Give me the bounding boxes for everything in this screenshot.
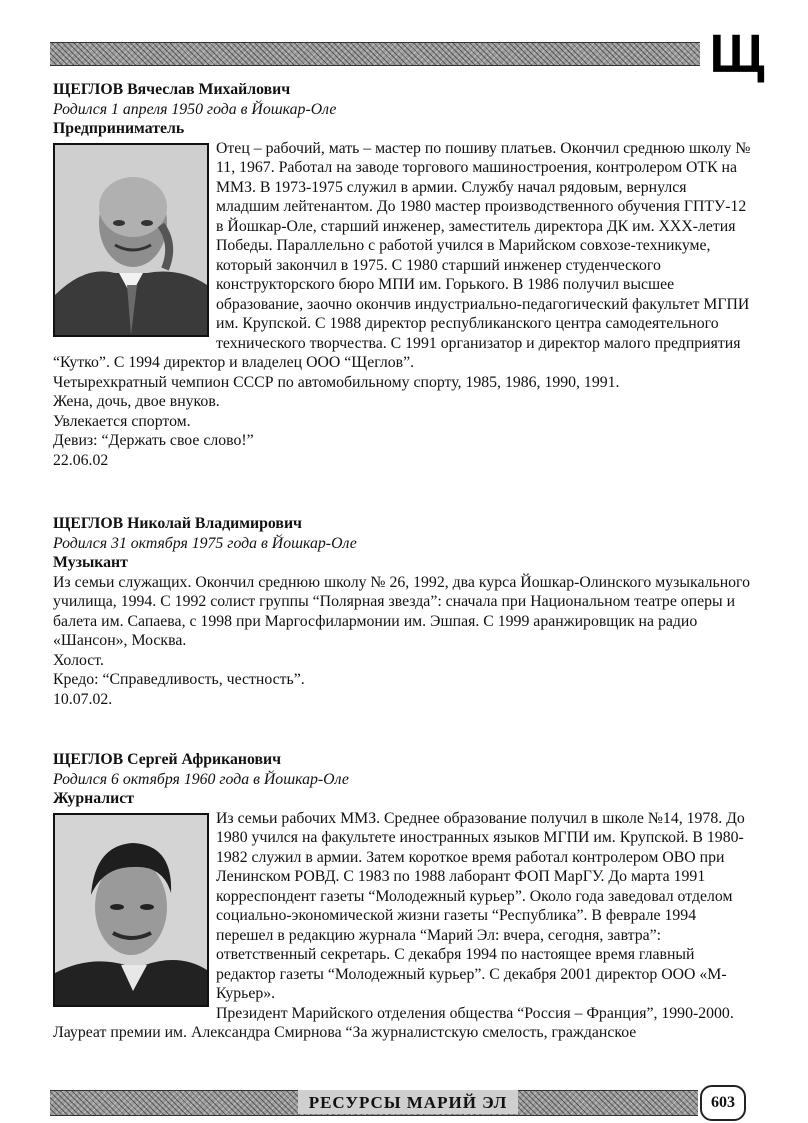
biography-line: Кредо: “Справедливость, честность”. [53,671,305,688]
biography-line: Четырехкратный чемпион СССР по автомобильному спорту, 1985, 1986, 1990, 1991. [53,373,620,391]
portrait-photo [53,813,209,1007]
biography-line: Лауреат премии им. Александра Смирнова “За журналистскую смелость, гражданское [53,1024,637,1041]
biography-text: Из семьи служащих. Окончил среднюю школу № 26, 1992, два курса Йошкар-Олинского музыкального училища, 1994. С 1992 солист группы “Полярная звезда”: сначала при Национальном театре оперы и балета им. Сапаева, с 1998 при Маргосфилармонии им. Эшпая. С 1999 аранжировщик на радио «Шансон», Москва. [53,573,751,649]
profession: Предприниматель [53,120,185,137]
biography-text: Отец – рабочий, мать – мастер по пошиву платьев. Окончил среднюю школу № 11, 1967. Работал на заводе торгового машиностроения, контролером ОТК на ММЗ. В 1973-1975 служил в армии. Службу начал рядовым, вернулся младшим лейтенантом. До 1980 мастер производственного обучения ГПТУ-12 в Йошкар-Оле, старший инженер, заместитель директора ДК им. XXX-летия Победы. Параллельно с работой учился в Марийском совхозе-техникуме, который закончил в 1975. С 1980 старший инженер студенческого конструкторского бюро МПИ им. Горького. В 1986 получил высшее образование, заочно окончив индустриально-педагогический факультет МГПИ им. Крупской. С 1988 директор республиканского центра самодеятельного технического творчества. С 1991 организатор и директор малого предприятия “Кутко”. С 1994 директор и владелец ООО “Щеглов”. [53,139,751,371]
biography-line: Увлекается спортом. [53,412,191,430]
birth-info: Родился 6 октября 1960 года в Йошкар-Оле [53,770,349,788]
biography-line: Президент Марийского отделения общества “Россия – Франция”, 1990-2000. [216,1004,734,1022]
biography-line: Жена, дочь, двое внуков. [53,393,220,410]
biography-line: Холост. [53,651,104,669]
birth-info: Родился 1 апреля 1950 года в Йошкар-Оле [53,100,337,118]
biography-entry [53,80,753,470]
biography-entry [53,514,753,709]
page-number: 603 [700,1085,746,1121]
biography-entry [53,750,753,1043]
header-decorative-band [50,42,700,66]
profession: Журналист [53,790,134,807]
entry-date: 22.06.02 [53,451,109,469]
entry-date: 10.07.02. [53,690,113,708]
portrait-photo [53,143,209,337]
person-name: ЩЕГЛОВ Вячеслав Михайлович [53,81,291,98]
profession: Музыкант [53,554,128,571]
section-letter: Щ [709,24,765,84]
biography-line: Девиз: “Держать свое слово!” [53,432,254,449]
biography-text: Из семьи рабочих ММЗ. Среднее образование получил в школе №14, 1978. До 1980 учился на факультете иностранных языков МГПИ им. Крупской. В 1980-1982 служил в армии. Затем короткое время работал контролером ОВО при Ленинском РОВД. С 1983 по 1988 лаборант ФОП МарГУ. До марта 1991 корреспондент газеты “Молодежный курьер”. Около года заведовал отделом социально-экономической жизни газеты “Республика”. В феврале 1994 перешел в редакцию журнала “Марий Эл: вчера, сегодня, завтра”: ответственный секретарь. С декабря 1994 по настоящее время главный редактор газеты “Молодежный курьер”. С декабря 2001 директор ООО «М-Курьер». [216,809,745,1002]
birth-info: Родился 31 октября 1975 года в Йошкар-Оле [53,534,357,552]
person-name: ЩЕГЛОВ Николай Владимирович [53,515,302,532]
person-name: ЩЕГЛОВ Сергей Африканович [53,751,282,768]
footer-title: РЕСУРСЫ МАРИЙ ЭЛ [298,1090,518,1114]
